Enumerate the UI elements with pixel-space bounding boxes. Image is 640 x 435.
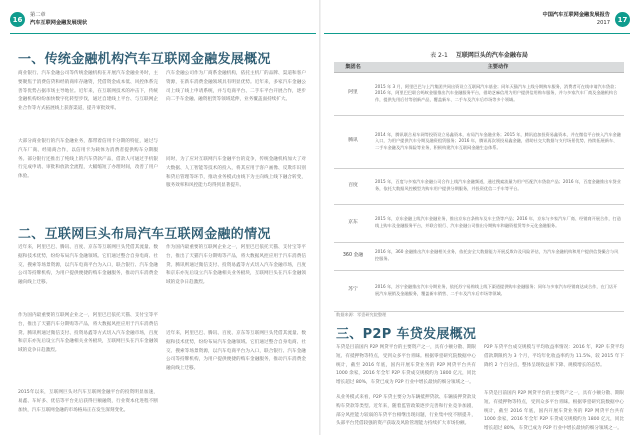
table-cell-company: 苏宁	[334, 270, 372, 311]
section-2-paragraph-3: 2015年以来，互联网巨头对汽车互联网金融平台的投资明显加速，易鑫、车好多、优信等平台先后获得巨额融资，行业资本化进程不断加快，汽车互联网金融的市场格局正在发生深刻变化。	[18, 390, 158, 413]
right-page-number: 17	[615, 12, 630, 27]
table-cell-action: 2015 年，百度与多家汽车金融公司合作上线汽车金融频道，通过搜索流量为用户匹配汽车贷款产品；2016 年，百度金融推出车贷业务，依托大数据风控模型为购车用户提供分期服务，并投资优信二手车等平台。	[372, 168, 624, 204]
section-3-paragraph-1: 车贷是目前国内 P2P 网贷平台的主要资产之一，具有小额分散、期限短、有抵押物等特点，受到众多平台青睐。根据零壹研究院数据中心统计，截至 2016 年底，国内开展车贷业务的 P2P 网贷平台共有 1000 余家，2016 年全年 P2P 车贷成交规模约为 1800 亿元，同比增长超过 80%，车贷已成为 P2P 行业中增长最快的细分领域之一。	[336, 345, 477, 386]
section-2-paragraph-2: 作为国内最重要的互联网企业之一，阿里巴巴依托天猫、支付宝等平台，推出了天猫汽车分期购等产品，将大数据风控应用于汽车消费信贷。腾讯则通过微信支付、投资易鑫等方式切入汽车金融市场，百度和京东亦先后设立汽车金融相关业务板块，互联网巨头在汽车金融领域的竞争日趋激烈。	[18, 313, 158, 354]
table-cell-company: 腾讯	[334, 115, 372, 168]
company-layout-table	[334, 62, 624, 312]
section-1-paragraph-2: 大部分商业银行的汽车金融业务，都带着信用卡分期的特征，通过与汽车厂商、经销商合作，以信用卡为载体为消费者提供购车分期服务。部分银行还推出了纯线上的汽车贷款产品，借款人可通过手机银行完成申请、审批和放款全流程，大幅缩短了办理时间，改善了用户体验。	[18, 139, 158, 180]
table-cell-action: 2016 年，360 金融推出汽车金融相关业务，依托安全大数据能力开展反欺诈及风险评估，为汽车金融机构和用户提供信贷撮合与风控服务。	[372, 242, 624, 270]
section-1-paragraph-1: 商业银行、汽车金融公司等传统金融机构在开展汽车金融业务时，主要聚焦于消费信贷和经销商库存融资，凭借资金成本低、风控体系完善等优势占据市场主导地位。近年来，在互联网技术的冲击下，传统金融机构纷纷加快数字化转型步伐，通过自建线上平台、与互联网企业合作等方式拓展线上获客渠道，提升审批效率。	[18, 71, 158, 112]
section-3-paragraph-1-cont: 车贷是目前国内 P2P 网贷平台的主要资产之一，具有小额分散、期限短、有抵押物等特点，受到众多平台青睐。根据零壹研究院数据中心统计，截至 2016 年底，国内开展车贷业务的 P2P 网贷平台共有 1000 余家，2016 年全年 P2P 车贷成交规模约为 1800 亿元，同比增长超过 80%，车贷已成为 P2P 行业中增长最快的细分领域之一。	[484, 391, 625, 432]
table-caption-title: 互联网巨头的汽车金融布局	[455, 52, 528, 59]
right-header-rule	[324, 33, 630, 34]
table-row	[334, 204, 624, 242]
table-row	[334, 115, 624, 168]
table-row	[334, 270, 624, 311]
section-title-1: 一、传统金融机构汽车互联网金融发展概况	[18, 52, 271, 67]
section-title-3: 三、P2P 车贷发展概况	[336, 327, 477, 342]
table-cell-action: 2015 年，京东金融上线汽车金融业务，推出京东白条购车及车主贷等产品；2016 年，京东与多家汽车厂商、经销商开展合作，打造线上购车及金融服务平台，并联合银行、汽车金融公司推出分期购车和融资租赁等多元化金融服务。	[372, 204, 624, 242]
table-header-row	[334, 62, 624, 72]
left-page-number: 16	[10, 12, 25, 27]
left-header-rule	[10, 33, 316, 34]
column-header-company: 集团名	[334, 62, 372, 72]
table-caption-number: 表 2-1	[430, 52, 448, 59]
table-row	[334, 242, 624, 270]
table-caption	[334, 50, 624, 59]
report-title: 中国汽车互联网金融发展报告	[542, 12, 610, 18]
section-3-paragraph-3: P2P 车贷平台成交规模与平均收益率情况：2016 年，P2P 车贷平均借款期限约为 3 个月，平均年化收益率约为 11.5%，较 2015 年下降约 2 个百分点，整体呈现收益率下降、规模增长的态势。	[484, 345, 624, 368]
table-cell-action: 2014 年，腾讯联合易车网等投资设立易鑫资本，布局汽车金融业务；2015 年，腾讯追加投资易鑫资本，并在微信平台接入汽车金融入口，为用户提供汽车分期及融资租赁服务；2016 年，腾讯再次领投易鑫金融，借助社交大数据与支付场景优势，持续拓展新车、二手车金融及汽车保险等业务，积极构建汽车互联网金融生态体系。	[372, 115, 624, 168]
book-gutter	[319, 0, 321, 435]
section-2-paragraph-2-cont: 近年来，阿里巴巴、腾讯、百度、京东等互联网巨头凭借其流量、数据和技术优势，纷纷布局汽车金融领域。它们通过整合自身电商、社交、搜索等场景资源，以汽车电商平台为入口，联合银行、汽车金融公司等持牌机构，为用户提供便捷的购车金融服务，推动汽车消费金融向线上迁移。	[166, 331, 306, 372]
table-row	[334, 168, 624, 204]
table-source-note: 数据来源：零壹研究院整理	[336, 312, 387, 317]
table-cell-action: 2015 年 3 月，阿里巴巴与上汽集团共同出资设立互联网汽车基金；同年天猫汽车上线分期购车服务，消费者可在线申请汽车贷款；2016 年，阿里巴巴联合蚂蚁金服推出汽车金融服务平台，借助芝麻信用为用户提供信用购车服务，并与多家汽车厂商及金融机构合作，提供先用后付等创新产品，覆盖新车、二手车及汽车后市场等多个领域。	[372, 72, 624, 115]
section-title-2: 二、互联网巨头布局汽车互联网金融的情况	[18, 227, 271, 242]
right-page-header	[320, 0, 640, 36]
table-cell-action: 2016 年，苏宁金融推出汽车分期业务，依托苏宁易购线上线下渠道提供购车金融服务；同年与多家汽车经销商达成合作，在门店开展汽车展销及金融服务，覆盖新车销售、二手车及汽车后市场等领域。	[372, 270, 624, 311]
table-cell-company: 京东	[334, 204, 372, 242]
section-1-paragraph-4: 同时，为了应对互联网汽车金融平台的竞争，传统金融机构加大了对大数据、人工智能等技术的投入，将其应用于客户画像、反欺诈识别和贷后管理等环节，推动业务模式由线下为主向线上线下融合转变，服务效率和风控能力均得到显著提升。	[166, 157, 306, 189]
table-cell-company: 阿里	[334, 72, 372, 115]
section-2-paragraph-1: 近年来，阿里巴巴、腾讯、百度、京东等互联网巨头凭借其流量、数据和技术优势，纷纷布局汽车金融领域。它们通过整合自身电商、社交、搜索等场景资源，以汽车电商平台为入口，联合银行、汽车金融公司等持牌机构，为用户提供便捷的购车金融服务，推动汽车消费金融向线上迁移。	[18, 245, 158, 286]
section-1-paragraph-3: 汽车金融公司作为厂商系金融机构，依托主机厂的品牌、渠道和客户资源，在新车消费金融领域具有明显优势。近年来，多家汽车金融公司上线了线上申请系统，并与电商平台、二手车平台开展合作，逐步向二手车金融、融资租赁等领域延伸，业务覆盖面持续扩大。	[166, 71, 306, 103]
chapter-number: 第二章	[30, 12, 46, 18]
table-cell-company: 百度	[334, 168, 372, 204]
left-page-header	[0, 0, 320, 36]
report-year: 2017	[596, 20, 610, 26]
chapter-title: 汽车互联网金融发展现状	[30, 20, 88, 26]
table-row	[334, 72, 624, 115]
section-2-paragraph-1-cont: 作为国内最重要的互联网企业之一，阿里巴巴依托天猫、支付宝等平台，推出了天猫汽车分期购等产品，将大数据风控应用于汽车消费信贷。腾讯则通过微信支付、投资易鑫等方式切入汽车金融市场，百度和京东亦先后设立汽车金融相关业务板块，互联网巨头在汽车金融领域的竞争日趋激烈。	[166, 245, 306, 286]
report-title-block	[543, 11, 610, 27]
left-chapter-label	[30, 11, 87, 27]
section-3-paragraph-2: 从业务模式来看，P2P 车贷主要分为车辆抵押贷款、车辆质押贷款及购车贷款等类型。近年来，随着监管政策逐步完善和行业竞争加剧，部分风控能力较弱的车贷平台相继出现问题，行业集中度不断提升，头部平台凭借较强的资产获取及风险管理能力持续扩大市场份额。	[336, 395, 476, 427]
column-header-action: 主要动作	[372, 62, 624, 72]
table-cell-company: 360 金融	[334, 242, 372, 270]
